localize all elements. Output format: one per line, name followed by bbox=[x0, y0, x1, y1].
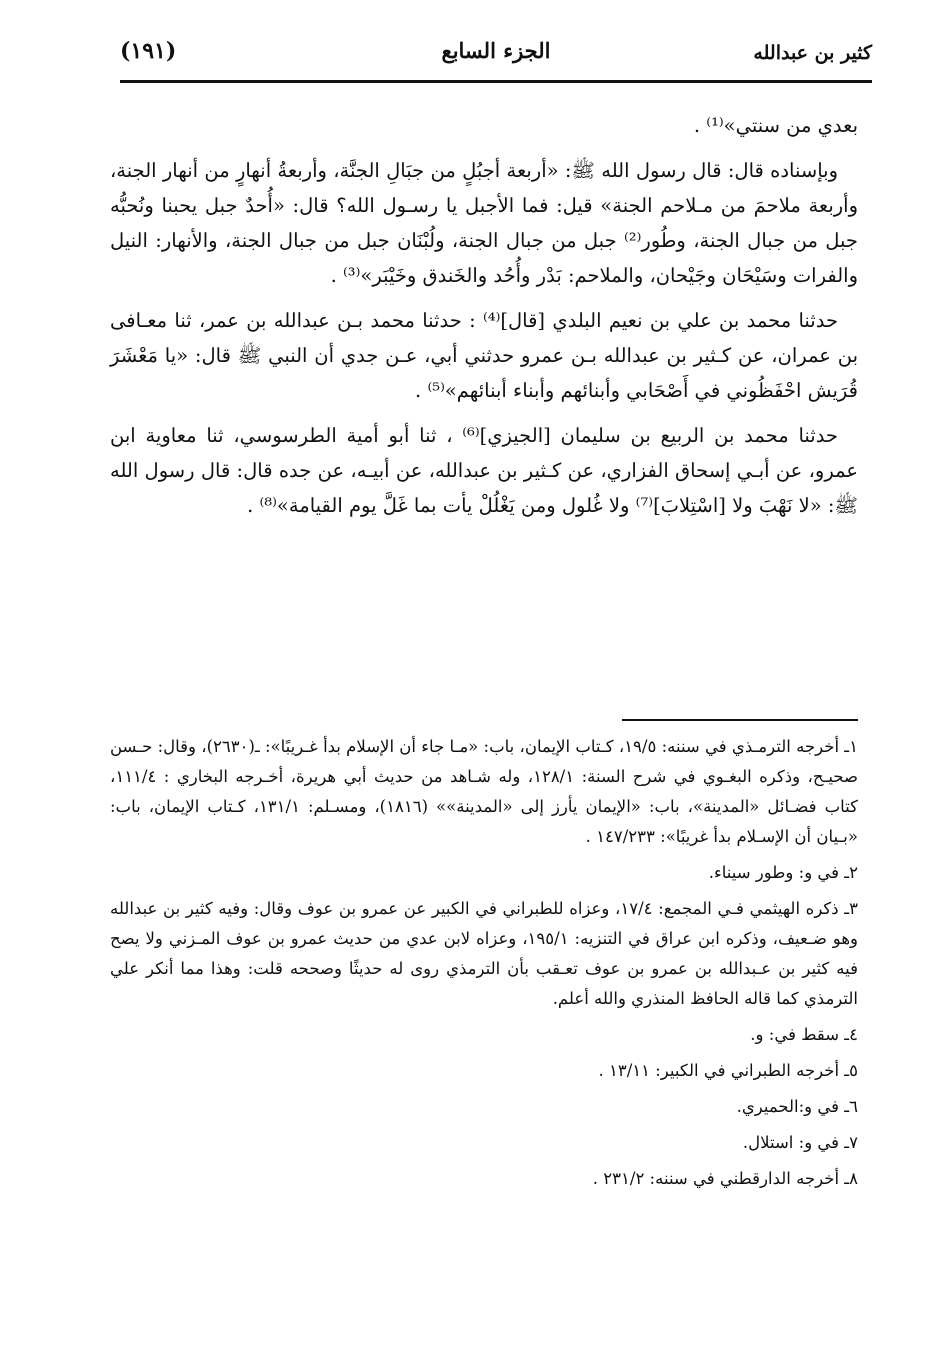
paragraph-hadith-quraysh: حدثنا محمد بن علي بن نعيم البلدي [قال]⁽⁴⁾ : حدثنا محمد بـن عبدالله بن عمر، ثنا معـافى بن عمران، عن كـثير بن عبدالله بـن عمرو حدثني أبي، عـن جدي أن النبي ﷺ قال: «يا مَعْشَرَ قُرَيش احْفَظُوني في أَصْحَابي وأبنائهم وأبناء أبنائهم»⁽⁵⁾ . bbox=[110, 309, 858, 402]
footnote-6: ٦ـ في و:الحميري. bbox=[736, 1097, 858, 1116]
footnote-1: ١ـ أخرجه الترمـذي في سننه: ١٩/٥، كـتاب الإيمان، باب: «مـا جاء أن الإسلام بدأ غـريبًا»: ـ(٢٦٣٠)، وقال: حـسن صحيـح، وذكره البغـوي في شرح السنة: ١٢٨/١، وله شـاهد من حديث أبي هريرة، أخـرجه البخاري : ١١١/٤، كتاب فضـائل «المدينة»، باب: «الإيمان يأرز إلى «المدينة»» (١٨١٦)، ومسـلم: ١٣١/١، كـتاب الإيمان، باب: «بـيان أن الإسـلام بدأ غريبًا»: ١٤٧/٢٣٣ . bbox=[110, 737, 858, 846]
footnote-2: ٢ـ في و: وطور سيناء. bbox=[708, 863, 858, 882]
running-header-narrator: كثير بن عبدالله bbox=[753, 42, 872, 64]
footnote-7: ٧ـ في و: استلال. bbox=[742, 1133, 858, 1152]
page-number: (١٩١) bbox=[120, 38, 177, 64]
paragraph-hadith-mountains: وبإسناده قال: قال رسول الله ﷺ: «أربعة أجبُلٍ من جبَالِ الجنَّة، وأربعةُ أنهارٍ من أنهار الجنة، وأربعة ملاحمَ من مـلاحم الجنة» قيل: فما الأجبل يا رسـول الله؟ قال: «أُحدٌ جبل يحبنا ونُحبُّه جبل من جبال الجنة، وطُور⁽²⁾ جبل من جبال الجنة، ولُبْنَان جبل من جبال الجنة، والأنهار: النيل والفرات وسَيْحَان وجَيْحان، والملاحم: بَدْر وأُحُد والخَندق وخَيْبَر»⁽³⁾ . bbox=[110, 159, 858, 287]
footnotes bbox=[110, 732, 858, 1200]
running-header-volume: الجزء السابع bbox=[441, 38, 551, 63]
footnote-3: ٣ـ ذكره الهيثمي فـي المجمع: ١٧/٤، وعزاه للطبراني في الكبير عن عمرو بن عوف وقال: وفيه كثير بن عبدالله وهو ضـعيف، وذكره ابن عراق في التنزيه: ١٩٥/١، وعزاه لابن عدي من حديث عمرو بن عوف المـزني ولا يصح فيه كثير بن عـبدالله بن عمرو بن عوف تعـقب بأن الترمذي روى له حديثًا وصححه قلت: وهذا مما أنكر علي الترمذي كما قاله الحافظ المنذري والله أعلم. bbox=[110, 899, 858, 1008]
footnote-4: ٤ـ سقط في: و. bbox=[750, 1025, 858, 1044]
footnote-divider bbox=[622, 719, 858, 721]
footnote-5: ٥ـ أخرجه الطبراني في الكبير: ١٣/١١ . bbox=[598, 1061, 858, 1080]
page-header bbox=[120, 36, 872, 76]
paragraph-continuation: بعدي من سنتي»⁽¹⁾ . bbox=[693, 114, 858, 137]
header-divider bbox=[120, 80, 872, 83]
footnote-8: ٨ـ أخرجه الدارقطني في سننه: ٢٣١/٢ . bbox=[592, 1169, 858, 1188]
main-text bbox=[110, 108, 858, 533]
paragraph-hadith-plunder: حدثنا محمد بن الربيع بن سليمان [الجيزي]⁽⁶⁾ ، ثنا أبو أمية الطرسوسي، ثنا معاوية ابن عمرو، عن أبـي إسحاق الفزاري، عن كـثير بن عبدالله، عن أبيـه، عن جده قال: قال رسول الله ﷺ: «لا نَهْبَ ولا [اسْتِلابَ]⁽⁷⁾ ولا غُلول ومن يَغْلُلْ يأت بما غَلَّ يوم القيامة»⁽⁸⁾ . bbox=[110, 424, 858, 517]
